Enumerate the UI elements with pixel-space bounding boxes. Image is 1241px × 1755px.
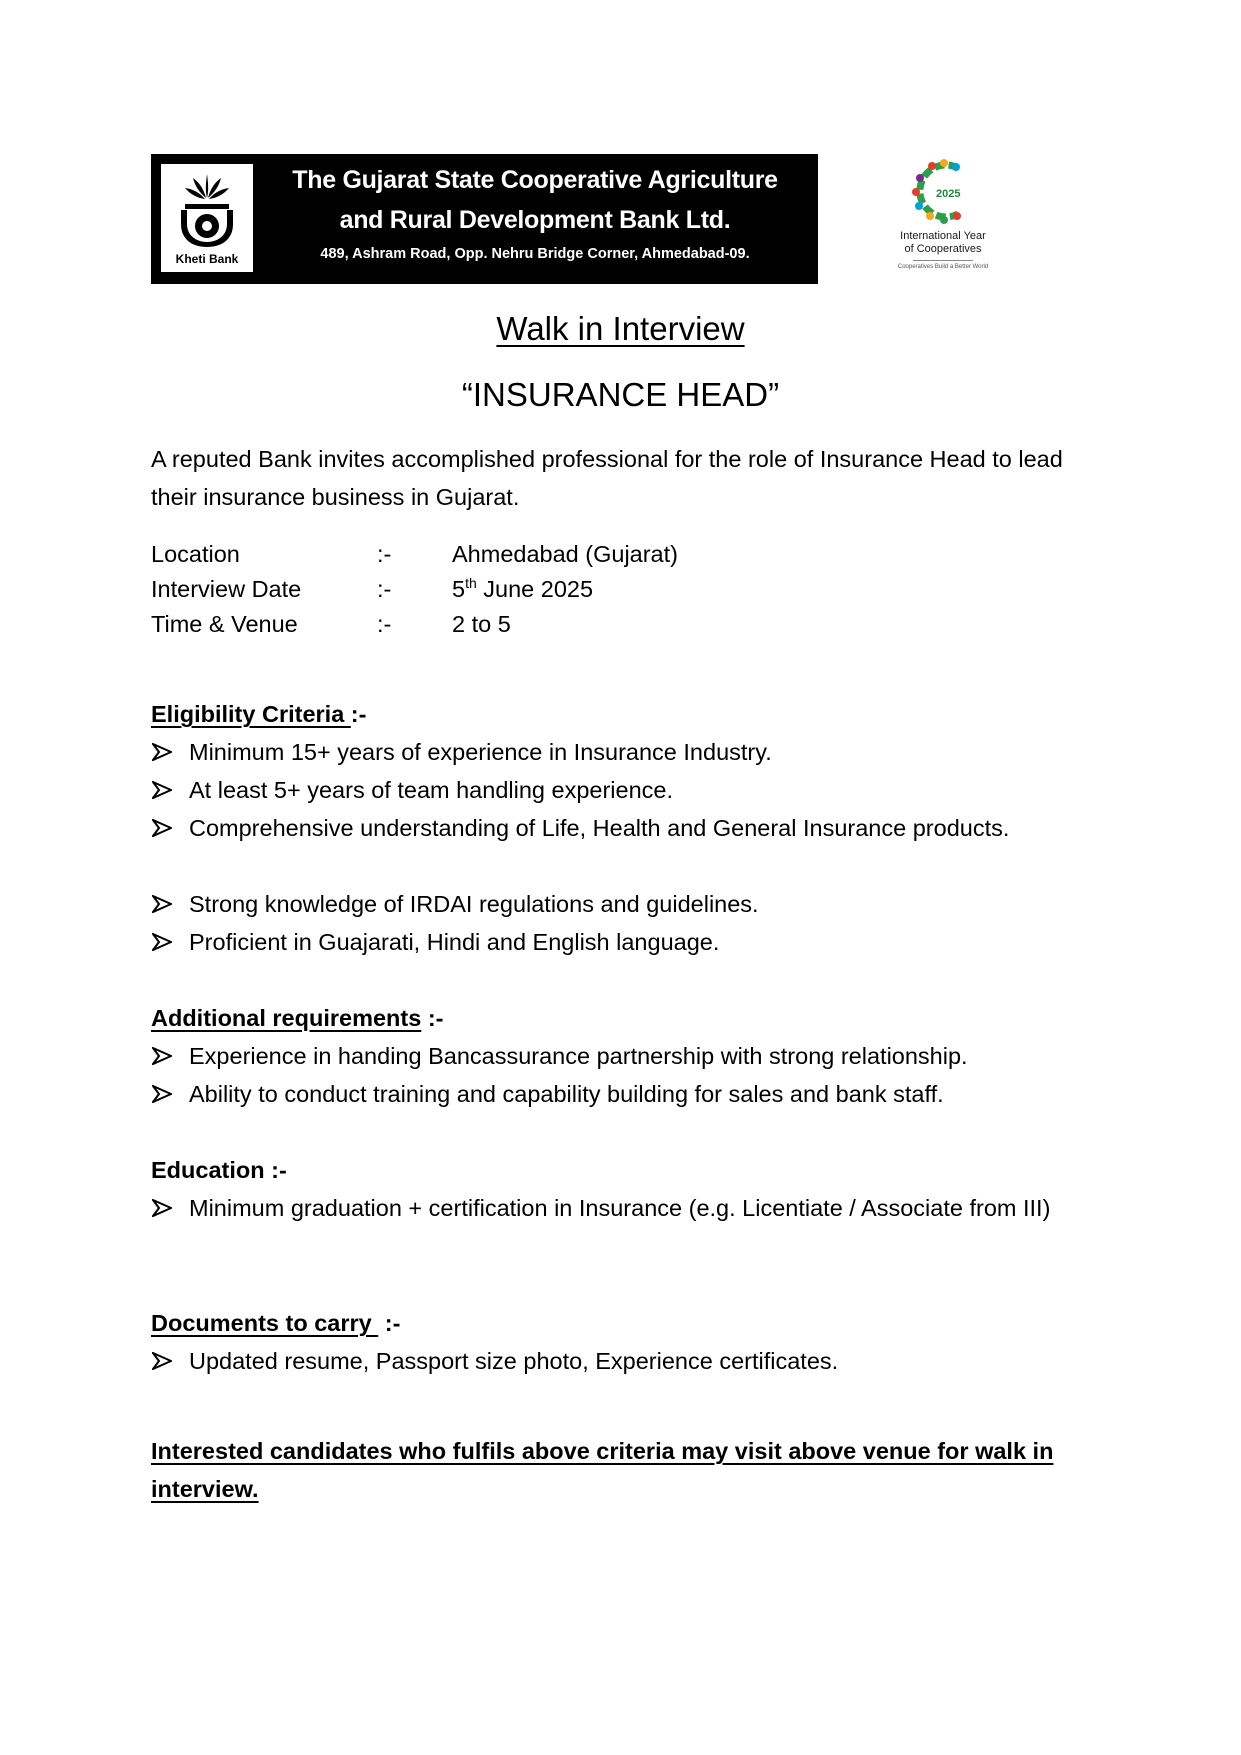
role-title: “INSURANCE HEAD” [461,376,780,413]
list-item-text: Minimum 15+ years of experience in Insurance Industry. [189,739,772,765]
bank-logo [161,164,253,272]
detail-value: Ahmedabad (Gujarat) [452,541,678,567]
date-ordinal: th [465,575,477,592]
list-item [151,1342,1094,1380]
detail-value: 2 to 5 [452,611,511,637]
iyc-year: 2025 [936,188,961,200]
page-title: Walk in Interview [496,310,745,347]
detail-label: Location [151,541,240,567]
bank-address: 489, Ashram Road, Opp. Nehru Bridge Corner, Ahmedabad-09. [320,246,750,262]
eligibility-heading [151,695,366,733]
detail-separator: :- [377,611,392,637]
list-item-text: Comprehensive understanding of Life, Health and General Insurance products. [189,815,1010,841]
list-item [151,809,1094,847]
additional-heading-text: Additional requirements [151,1005,422,1031]
date-rest: June 2025 [476,576,594,602]
list-item-text: Proficient in Guajarati, Hindi and English language. [189,929,720,955]
detail-label: Time & Venue [151,611,298,637]
education-heading: Education :- [151,1157,287,1183]
bank-name-line-2: and Rural Development Bank Ltd. [339,206,731,234]
bank-name-line-1: The Gujarat State Cooperative Agriculture [292,166,778,194]
detail-separator: :- [377,541,392,567]
documents-heading [151,1304,400,1342]
bank-header-banner [151,154,818,284]
eligibility-heading-suffix: :- [350,701,367,727]
list-item [151,1189,1094,1227]
iyc-name [888,230,998,256]
iyc-logo [888,158,998,278]
iyc-name-line-1: International Year [900,230,986,242]
list-item [151,771,1094,809]
list-item [151,733,1094,771]
list-item-text: Ability to conduct training and capability building for sales and bank staff. [189,1081,944,1107]
list-item-text: Strong knowledge of IRDAI regulations and guidelines. [189,891,759,917]
list-item [151,1037,1094,1075]
eligibility-heading-text: Eligibility Criteria [151,701,351,727]
iyc-tagline: Cooperatives Build a Better World [897,264,989,270]
list-item [151,923,1094,961]
list-item-text: Experience in handing Bancassurance partnership with strong relationship. [189,1043,968,1069]
list-item-text: Minimum graduation + certification in Insurance (e.g. Licentiate / Associate from III) [189,1195,1051,1221]
additional-heading-suffix: :- [421,1005,444,1031]
list-item-text: At least 5+ years of team handling experience. [189,777,673,803]
iyc-divider [913,260,973,261]
emblem-label: Kheti Bank [175,252,239,266]
list-item [151,1075,1094,1113]
kheti-bank-emblem-icon [175,168,239,248]
closing-note: Interested candidates who fulfils above criteria may visit above venue for walk in interview. [151,1438,1054,1502]
detail-label: Interview Date [151,576,302,602]
intro-paragraph: A reputed Bank invites accomplished professional for the role of Insurance Head to lead their insurance business in Gujarat. [151,446,1063,510]
iyc-name-line-2: of Cooperatives [904,243,982,255]
detail-separator: :- [377,576,392,602]
list-item [151,885,1094,923]
list-item-text: Updated resume, Passport size photo, Experience certificates. [189,1348,839,1374]
documents-heading-text: Documents to carry [151,1310,379,1336]
additional-heading [151,999,443,1037]
documents-heading-suffix: :- [378,1310,401,1336]
date-day: 5 [452,576,466,602]
detail-value [452,571,593,607]
